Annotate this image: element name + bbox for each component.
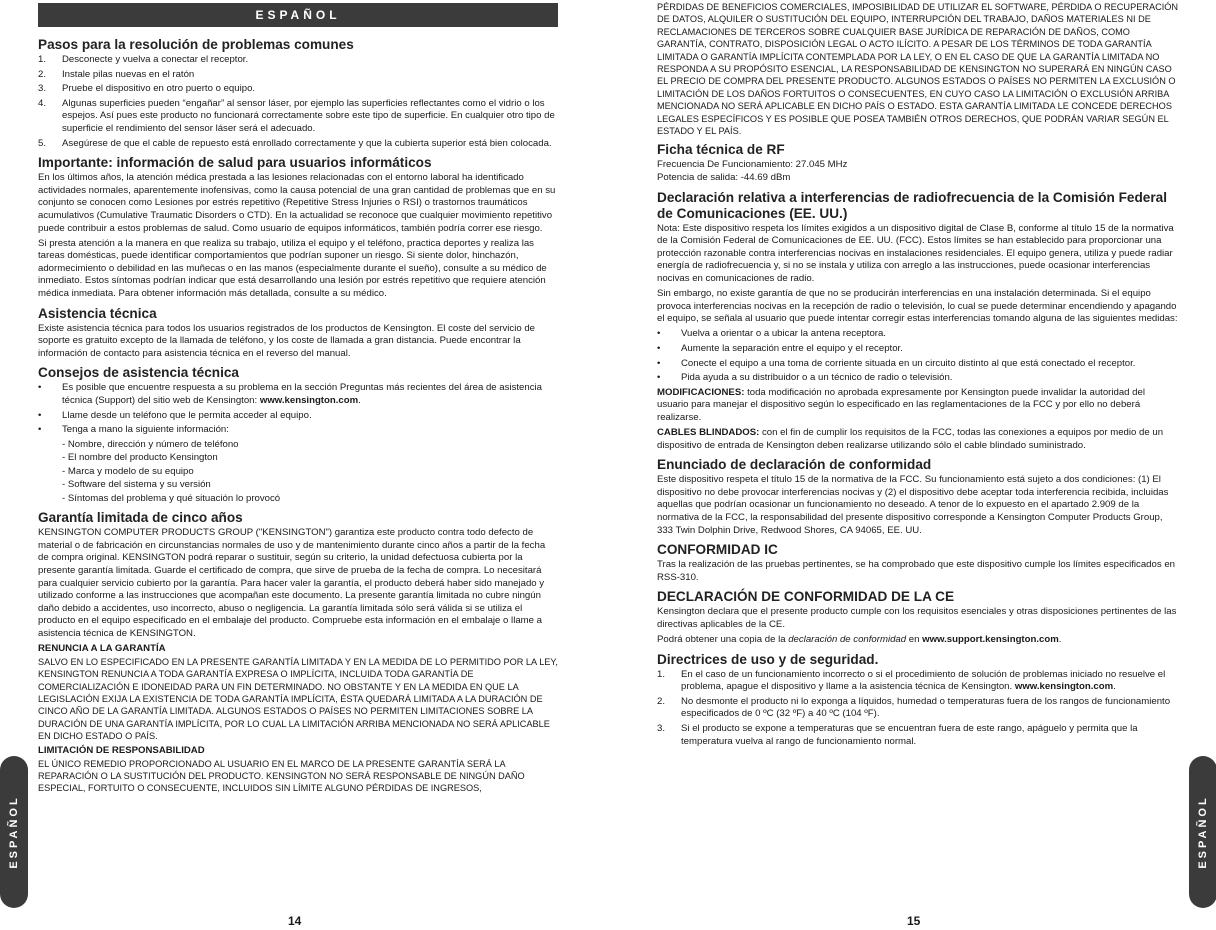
language-side-tab-right: ESPAÑOL (1189, 756, 1216, 908)
info-sublist (62, 438, 558, 506)
fcc-heading: Declaración relativa a interferencias de radiofrecuencia de la Comisión Federal de Comunicaciones (EE. UU.) (657, 189, 1167, 221)
language-banner: ESPAÑOL (38, 3, 558, 27)
safety-list (657, 669, 1179, 749)
list-item: 2. Instale pilas nuevas en el ratón (38, 68, 195, 80)
list-item: 1. Desconecte y vuelva a conectar el receptor. (38, 54, 249, 65)
sublist-item: - Nombre, dirección y número de teléfono (62, 438, 239, 450)
sublist-item: - Software del sistema y su versión (62, 479, 211, 491)
conformity-statement-text: Este dispositivo respeta el título 15 de la normativa de la FCC. Su funcionamiento está sujeto a dos condiciones: (1) El dispositivo no debe provocar interferencias nocivas y (2) el dispositivo debe aceptar toda interferencia recibida, incluidas aquellas que podrían ocasionar un funcionamiento no deseado. A tenor de lo expuesto en el apartado 2.909 de la normativa de la FCC, la responsabilidad del presente dispositivo corresponde a Kensington Computer Products Group, 333 Twin Dolphin Drive, Redwood Shores, CA 94065, EE. UU. (657, 474, 1169, 536)
ic-text: Tras la realización de las pruebas pertinentes, se ha comprobado que este dispositivo cumple los límites especificados en RSS-310. (657, 559, 1175, 583)
fcc-paragraph-2: Sin embargo, no existe garantía de que no se producirán interferencias en una instalación determinada. Si el equipo provoca interferencias nocivas en la recepción de radio o televisión, lo cual se puede determinar encendiendo y apagando el equipo, se señala al usuario que puede intentar corregir estas interferencias tomando alguna de las siguientes medidas: (657, 288, 1178, 325)
ce-text-2: Podrá obtener una copia de la declaración de conformidad en www.support.kensington.com. (657, 634, 1062, 646)
warranty-disclaimer-heading: RENUNCIA A LA GARANTÍA (38, 643, 166, 655)
tech-support-heading: Asistencia técnica (38, 305, 157, 321)
list-item: • Conecte el equipo a una toma de corriente situada en un circuito distinto al que está conectado el receptor. (657, 357, 1136, 369)
list-item: • Llame desde un teléfono que le permita acceder al equipo. (38, 409, 312, 421)
kensington-link[interactable]: www.kensington.com (1014, 681, 1114, 693)
list-item: 3. Pruebe el dispositivo en otro puerto o equipo. (38, 83, 256, 95)
rf-power: Potencia de salida: -44.69 dBm (657, 172, 791, 184)
list-item: 4. Algunas superficies pueden “engañar” al sensor láser, por ejemplo las superficies reflectantes como el vidrio o los espejos. Así pues este producto no funcionará correctamente sobre este tipo de superficie. En cualquier otro tipo de superficie el rendimiento del sensor láser será el adecuado. (38, 97, 555, 134)
page-number-left: 14 (288, 914, 302, 928)
sublist-item: - El nombre del producto Kensington (62, 452, 218, 464)
list-item: • Pida ayuda a su distribuidor o a un técnico de radio o televisión. (657, 372, 953, 384)
conformity-statement-heading: Enunciado de declaración de conformidad (657, 457, 932, 473)
list-item: • Tenga a mano la siguiente información: - Nombre, dirección y número de teléfono - El nombre del producto Kensington - Marca y modelo de su equipo - Software del sistema y su versión - Síntomas del problema y qué situación lo provocó (38, 424, 558, 505)
ce-heading: DECLARACIÓN DE CONFORMIDAD DE LA CE (657, 589, 955, 605)
sublist-item: - Síntomas del problema y qué situación lo provocó (62, 492, 281, 504)
support-tips-list (38, 382, 558, 505)
left-column (38, 37, 558, 797)
troubleshooting-heading: Pasos para la resolución de problemas comunes (38, 37, 354, 52)
fcc-measures-list (657, 328, 1179, 384)
list-item: 1. En el caso de un funcionamiento incorrecto o si el procedimiento de solución de problemas iniciado no resuelve el problema, apague el dispositivo y llame a la asistencia técnica de Kensington. www.kensington.com. (657, 668, 1166, 693)
rf-specs-heading: Ficha técnica de RF (657, 142, 785, 158)
list-item: • Es posible que encuentre respuesta a su problema en la sección Preguntas más recientes del área de asistencia técnica (Support) del sitio web de Kensington: www.kensington.com. (38, 382, 542, 406)
safety-heading: Directrices de uso y de seguridad. (657, 651, 879, 667)
list-item: 2. No desmonte el producto ni lo exponga a líquidos, humedad o temperaturas fuera de los rangos de funcionamiento especificados de 0 ºC (32 ºF) a 40 ºC (104 ºF). (657, 695, 1171, 720)
sublist-item: - Marca y modelo de su equipo (62, 465, 194, 477)
fcc-modifications: MODIFICACIONES: toda modificación no aprobada expresamente por Kensington puede invalidar la autoridad del usuario para manejar el dispositivo según lo especificado en las reglamentaciones de la FCC y por ello no deberá realizarse. (657, 386, 1145, 423)
ce-text-1: Kensington declara que el presente producto cumple con los requisitos esenciales y otras disposiciones pertinentes de las directivas aplicables de la CE. (657, 606, 1177, 630)
fcc-shielded-cables: CABLES BLINDADOS: con el fin de cumplir los requisitos de la FCC, todas las conexiones a equipos por medio de un dispositivo de entrada de Kensington deben realizarse utilizando sólo el cable blindado suministrado. (657, 427, 1164, 451)
kensington-link[interactable]: www.kensington.com (259, 394, 359, 406)
ic-heading: CONFORMIDAD IC (657, 542, 778, 558)
health-paragraph-2: Si presta atención a la manera en que realiza su trabajo, utiliza el equipo y el teléfono, practica deportes y realiza las tareas domésticas, puede identificar comportamientos que podrían suponer un riesgo. Si siente dolor, hinchazón, adormecimiento o debilidad en las muñecas o en las manos (especialmente durante el sueño), consulte a su médico de inmediato. Estos síntomas podrían indicar que está desarrollando una lesión por estrés repetitivo que requiere atención médica inmediata. Para obtener información más detallada, consulte a su médico. (38, 237, 547, 299)
liability-text-continued: PÉRDIDAS DE BENEFICIOS COMERCIALES, IMPOSIBILIDAD DE UTILIZAR EL SOFTWARE, PÉRDIDA O RECUPERACIÓN DE DATOS, ALQUILER O SUSTITUCIÓN DEL EQUIPO, INTERRUPCIÓN DEL TRABAJO, DAÑOS MATERIALES NI DE RECLAMACIONES DE TERCEROS SOBRE CUALQUIER BASE JURÍDICA DE REPARACIÓN DE DAÑOS, COMO GARANTÍA, CONTRATO, DISPOSICIÓN LEGAL O ACTO ILÍCITO. A PESAR DE LOS TÉRMINOS DE TODA GARANTÍA LIMITADA O GARANTÍA IMPLÍCITA CONTEMPLADA POR LA LEY, O EN EL CASO DE QUE LA GARANTÍA LIMITADA NO RESPONDA A SU PROPÓSITO ESENCIAL, LA RESPONSABILIDAD DE KENSINGTON NO SUPERARÁ EN NINGÚN CASO EL PRECIO DE COMPRA DEL PRESENTE PRODUCTO. ALGUNOS ESTADOS O PAÍSES NO PERMITEN LA EXCLUSIÓN O LIMITACIÓN DE LOS DAÑOS FORTUITOS O CONSECUENTES, EN CUYO CASO LA LIMITACIÓN O EXCLUSIÓN ARRIBA MENCIONADA NO SERÁ APLICABLE EN DICHO PAÍS O ESTADO. ESTA GARANTÍA LIMITADA LE CONCEDE DERECHOS LEGALES ESPECÍFICOS Y ES POSIBLE QUE POSEA TAMBIÉN OTROS DERECHOS, QUE PODRÁN VARIAR SEGÚN EL ESTADO Y EL PAÍS. (657, 2, 1179, 137)
right-page (657, 0, 1179, 930)
language-side-tab-left: ESPAÑOL (0, 756, 28, 908)
warranty-disclaimer-text: SALVO EN LO ESPECIFICADO EN LA PRESENTE GARANTÍA LIMITADA Y EN LA MEDIDA DE LO PERMITIDO POR LA LEY, KENSINGTON RENUNCIA A TODA GARANTÍA EXPRESA O IMPLÍCITA, INCLUIDA TODA GARANTÍA DE COMERCIALIZACIÓN E IDONEIDAD PARA UN FIN DETERMINADO. NO OBSTANTE Y EN LA MEDIDA EN QUE LA LEGISLACIÓN EXIJA LA EXISTENCIA DE TODA GARANTÍA IMPLÍCITA, ÉSTA QUEDARÁ LIMITADA A LA DURACIÓN DE CINCO AÑO DE LA GARANTÍA LIMITADA. ALGUNOS ESTADOS O PAÍSES NO PERMITEN LIMITACIONES SOBRE LA DURACIÓN DE UNA GARANTÍA IMPLÍCITA, POR LO CUAL LA LIMITACIÓN ARRIBA MENCIONADA NO SERÁ APLICABLE EN DICHO ESTADO O PAÍS. (38, 656, 558, 742)
liability-text: EL ÚNICO REMEDIO PROPORCIONADO AL USUARIO EN EL MARCO DE LA PRESENTE GARANTÍA SERÁ LA REPARACIÓN O LA SUSTITUCIÓN DEL PRODUCTO. KENSINGTON NO SERÁ RESPONSABLE DE NINGÚN DAÑO ESPECIAL, FORTUITO O CONSECUENTE, INCLUIDOS SIN LÍMITE ALGUNO PÉRDIDAS DE INGRESOS, (38, 758, 525, 794)
health-info-heading: Importante: información de salud para usuarios informáticos (38, 155, 432, 171)
left-page (38, 0, 558, 930)
list-item: 5. Asegúrese de que el cable de repuesto está enrollado correctamente y que la cubierta superior está bien colocada. (38, 137, 552, 149)
health-paragraph-1: En los últimos años, la atención médica prestada a las lesiones relacionadas con el entorno laboral ha identificado actividades normales, aparentemente inofensivas, como la causa potencial de una gran cantidad de problemas que en su conjunto se conocen como Lesiones por estrés repetitivo (Repetitive Stress Injuries o RSI) o trastornos traumáticos acumulativos (Cumulative Traumatic Disorders o CTD). En la actualidad se reconoce que cualquier movimiento repetitivo puede contribuir a estos problemas de salud. Como usuario de equipos informáticos, también podría correr ese riesgo. (38, 172, 556, 234)
tech-support-paragraph: Existe asistencia técnica para todos los usuarios registrados de los productos de Kensington. El coste del servicio de soporte es gratuito excepto de la llamada de teléfono, y los coste de llamada a gran distancia. Puede encontrar la información de contacto para asistencia técnica en el reverso del manual. (38, 322, 536, 359)
list-item: • Vuelva a orientar o a ubicar la antena receptora. (657, 328, 886, 340)
right-column (657, 1, 1179, 750)
fcc-paragraph-1: Nota: Este dispositivo respeta los límites exigidos a un dispositivo digital de Clase B, conforme al título 15 de la normativa de la Comisión Federal de Comunicaciones de EE. UU. (FCC). Estos límites se han establecido para proporcionar una protección razonable contra interferencias nocivas en instalaciones residenciales. El equipo genera, utiliza y puede radiar energía de radiofrecuencia y, si no se instala y utiliza con arreglo a las instrucciones, puede ocasionar interferencias nocivas en comunicaciones de radio. (657, 222, 1174, 285)
list-item: • Aumente la separación entre el equipo y el receptor. (657, 343, 903, 354)
support-tips-heading: Consejos de asistencia técnica (38, 365, 239, 381)
support-link[interactable]: www.support.kensington.com (922, 634, 1059, 646)
troubleshooting-list (38, 54, 558, 150)
rf-frequency: Frecuencia De Funcionamiento: 27.045 MHz (657, 159, 848, 171)
list-item: 3. Si el producto se expone a temperaturas que se encuentran fuera de este rango, apáguelo y permita que la temperatura vuelva al rango de funcionamiento normal. (657, 723, 1138, 747)
liability-heading: LIMITACIÓN DE RESPONSABILIDAD (38, 745, 205, 757)
warranty-heading: Garantía limitada de cinco años (38, 510, 243, 526)
page-number-right: 15 (907, 914, 921, 928)
warranty-paragraph: KENSINGTON COMPUTER PRODUCTS GROUP ("KENSINGTON") garantiza este producto contra todo defecto de material o de fabricación en circunstancias normales de uso y de mantenimiento durante cinco años a partir de la fecha de compra original. KENSINGTON podrá reparar o sustituir, según su criterio, la unidad defectuosa cubierta por la presente garantía limitada. Guarde el certificado de compra, que sirve de prueba de la fecha de compra. Lo necesitará para cualquier servicio cubierto por la garantía. Para hacer valer la garantía, el producto deberá haber sido manejado y utilizado conforme a las instrucciones que acompañan este documento. La presente garantía limitada no cubre ningún daño debido a accidentes, uso incorrecto, abuso o negligencia. La garantía limitada sólo será válida si se utiliza el producto en el equipo especificado en el embalaje del producto. Compruebe esta información en el embalaje o llame a asistencia técnica de KENSINGTON. (38, 527, 546, 639)
